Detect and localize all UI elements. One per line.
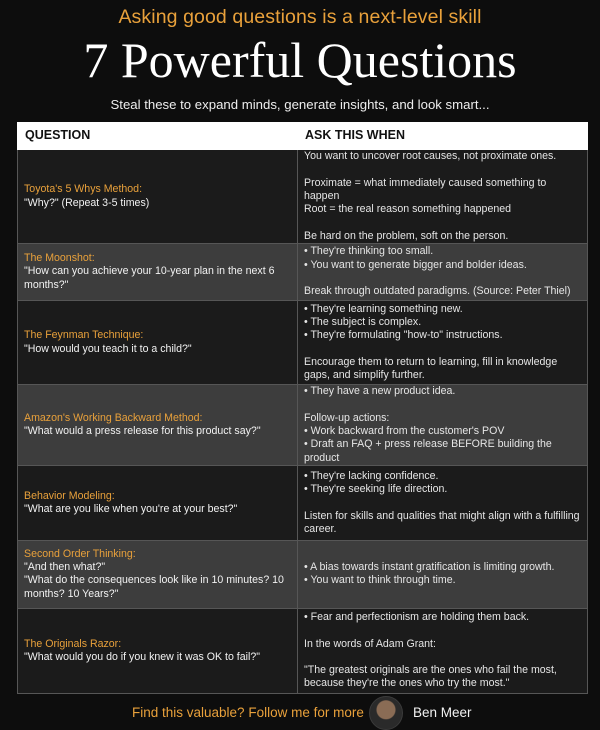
question-cell (18, 150, 298, 244)
table-row (18, 608, 588, 693)
question-cell (18, 540, 298, 608)
question-text: "How would you teach it to a child?" (24, 342, 192, 355)
question-text: "What would a press release for this product say?" (24, 424, 261, 437)
ask-when-cell: • Fear and perfectionism are holding them back. In the words of Adam Grant: "The greatest originals are the ones who fail the most, because they're the ones who try the most." (298, 608, 588, 693)
kicker-text: Asking good questions is a next-level skill (118, 6, 482, 28)
table-row (18, 465, 588, 540)
question-text: "What would you do if you knew it was OK to fail?" (24, 650, 260, 663)
ask-when-cell: • They're thinking too small. • You want to generate bigger and bolder ideas. Break through outdated paradigms. (Source: Peter Thiel) (298, 244, 588, 301)
follow-cta[interactable]: Find this valuable? Follow me for more (132, 705, 364, 720)
ask-when-cell: • They're learning something new. • The subject is complex. • They're formulating "how-to" instructions. Encourage them to return to learning, fill in knowledge gaps, and simplify further. (298, 301, 588, 385)
subtitle: Steal these to expand minds, generate insights, and look smart... (110, 97, 490, 112)
avatar[interactable] (369, 696, 403, 730)
ask-when-cell: • A bias towards instant gratification is limiting growth. • You want to think through time. (298, 540, 588, 608)
question-cell (18, 465, 298, 540)
question-text: "What are you like when you're at your best?" (24, 502, 238, 515)
question-title: Behavior Modeling: (24, 489, 115, 502)
ask-when-cell: • They're lacking confidence. • They're seeking life direction. Listen for skills and qualities that might align with a fulfilling career. (298, 465, 588, 540)
table-row (18, 301, 588, 385)
author-name[interactable]: Ben Meer (413, 705, 472, 720)
question-text: "Why?" (Repeat 3-5 times) (24, 196, 150, 209)
question-text: "How can you achieve your 10-year plan in the next 6 months?" (24, 265, 275, 291)
table-header-row (18, 123, 588, 150)
column-header-ask-when: ASK THIS WHEN (298, 123, 588, 150)
ask-when-cell: • They have a new product idea. Follow-up actions: • Work backward from the customer's POV • Draft an FAQ + press release BEFORE building the product (298, 385, 588, 466)
question-cell (18, 244, 298, 301)
question-cell (18, 608, 298, 693)
column-header-question: QUESTION (18, 123, 298, 150)
table-row (18, 540, 588, 608)
question-title: The Moonshot: (24, 252, 95, 265)
footer (0, 692, 600, 728)
page-title: 7 Powerful Questions (83, 32, 517, 88)
question-title: Second Order Thinking: (24, 547, 136, 560)
question-title: Amazon's Working Backward Method: (24, 411, 203, 424)
question-text: "And then what?" "What do the consequences look like in 10 minutes? 10 months? 10 Years?" (24, 561, 284, 600)
question-title: The Originals Razor: (24, 637, 122, 650)
table-row (18, 244, 588, 301)
question-title: Toyota's 5 Whys Method: (24, 183, 143, 196)
question-cell (18, 385, 298, 466)
table-row (18, 385, 588, 466)
table-row (18, 150, 588, 244)
ask-when-cell: You want to uncover root causes, not proximate ones. Proximate = what immediately caused something to happen Root = the real reason something happened Be hard on the problem, soft on the person. (298, 150, 588, 244)
question-cell (18, 301, 298, 385)
question-title: The Feynman Technique: (24, 329, 144, 342)
questions-table (17, 122, 588, 694)
